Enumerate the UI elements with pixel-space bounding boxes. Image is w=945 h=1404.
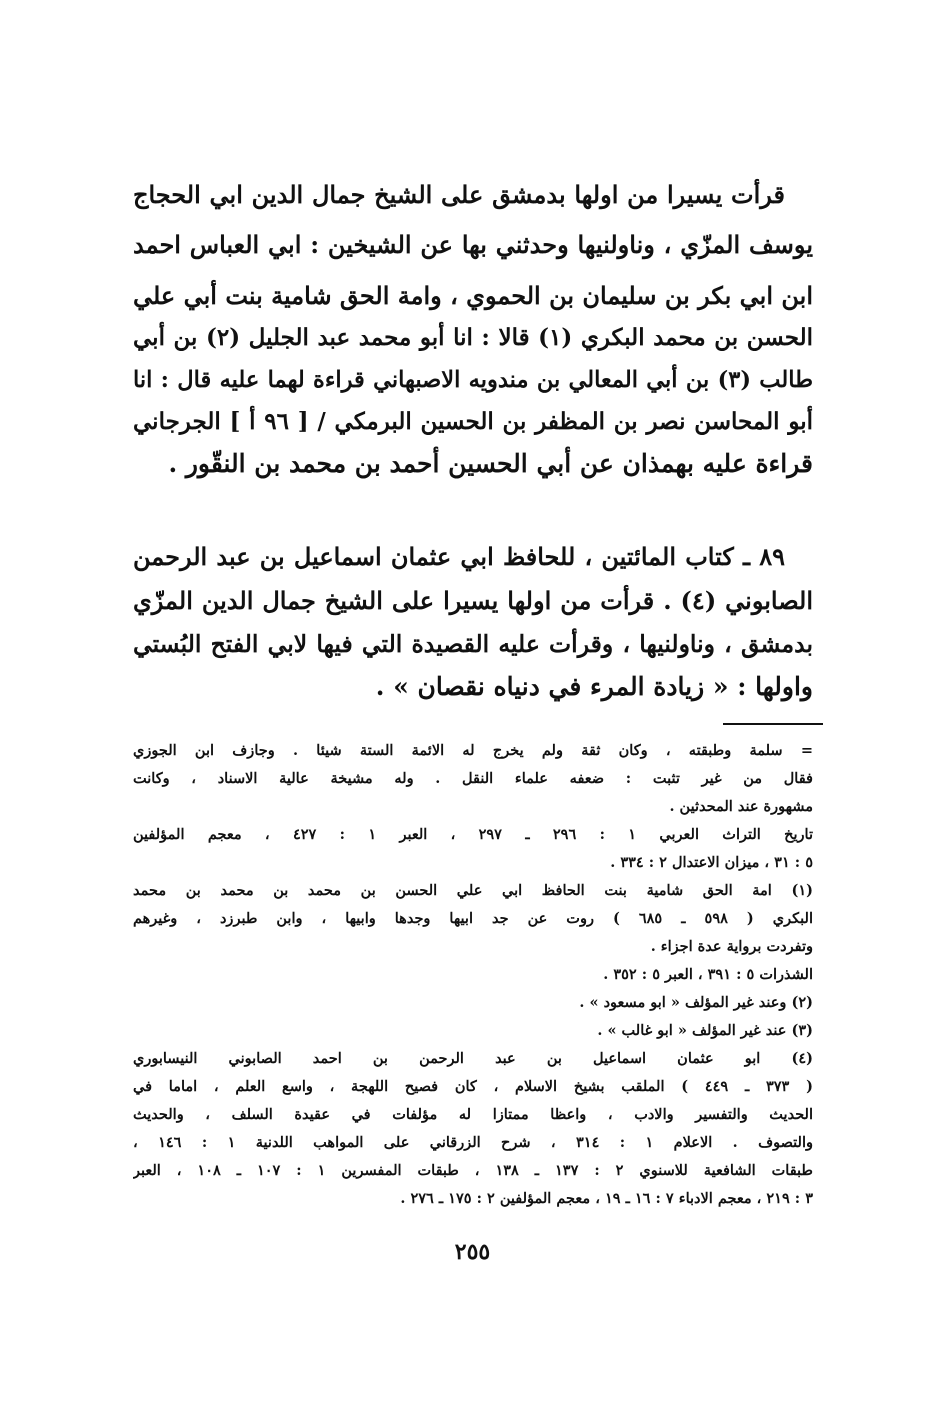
main-text-line: ابن ابي بكر بن سليمان بن الحموي ، وامة الحق شامية بنت أبي علي xyxy=(133,281,813,310)
footnote-line: وتفردت برواية عدة اجزاء . xyxy=(650,938,813,955)
page-number: ٢٥٥ xyxy=(454,1239,491,1265)
main-text-line: الصابوني (٤) . قرأت من اولها يسيرا على الشيخ جمال الدين المزّي xyxy=(133,586,813,615)
footnote-line: (٢) وعند غير المؤلف « ابو مسعود » . xyxy=(579,994,813,1011)
main-text-line: الحسن بن محمد البكري (١) قالا : انا أبو محمد عبد الجليل (٢) بن أبي xyxy=(133,324,813,351)
footnote-line: البكري ( ٥٩٨ ـ ٦٨٥ ) روت عن جد ابيها وجدها وابيها ، وابن طبرزد ، وغيرهم xyxy=(133,910,813,927)
footnote-line: (٤) ابو عثمان اسماعيل بن عبد الرحمن بن احمد الصابوني النيسابوري xyxy=(133,1050,813,1067)
footnote-line: ( ٣٧٣ ـ ٤٤٩ ) الملقب بشيخ الاسلام ، كان فصيح اللهجة ، واسع العلم ، اماما في xyxy=(133,1078,813,1095)
main-text-line: بدمشق ، وناولنيها ، وقرأت عليه القصيدة التي فيها لابي الفتح البُستي xyxy=(133,630,813,658)
footnote-line: ٣ : ٢١٩ ، معجم الادباء ٧ : ١٦ ـ ١٩ ، معجم المؤلفين ٢ : ١٧٥ ـ ٢٧٦ . xyxy=(400,1190,813,1207)
footnote-line: تاريخ التراث العربي ١ : ٢٩٦ ـ ٢٩٧ ، العبر ١ : ٤٢٧ ، معجم المؤلفين xyxy=(133,826,813,843)
footnote-line: الشذرات ٥ : ٣٩١ ، العبر ٥ : ٣٥٢ . xyxy=(603,966,813,983)
footnote-line: (٣) عند غير المؤلف « ابو غالب » . xyxy=(597,1022,813,1039)
footnote-line: فقال من غير تثبت : ضعفه علماء النقل . وله مشيخة عالية الاسناد ، وكانت xyxy=(133,770,813,787)
footnote-line: والتصوف . الاعلام ١ : ٣١٤ ، شرح الزرقاني على المواهب اللدنية ١ : ١٤٦ ، xyxy=(133,1134,813,1151)
main-text-line: يوسف المزّي ، وناولنيها وحدثني بها عن الشيخين : ابي العباس احمد xyxy=(133,230,813,259)
main-text-line: قرأت يسيرا من اولها بدمشق على الشيخ جمال الدين ابي الحجاج xyxy=(133,180,785,209)
main-text-line: طالب (٣) بن أبي المعالي بن مندويه الاصبهاني قراءة لهما عليه قال : انا xyxy=(133,367,813,393)
main-text-line: قراءة عليه بهمذان عن أبي الحسين أحمد بن محمد بن النقّور . xyxy=(168,449,813,478)
footnote-line: = سلمة وطبقته ، وكان ثقة ولم يخرج له الائمة الستة شيئا . وجازف ابن الجوزي xyxy=(133,742,813,759)
footnote-line: (١) امة الحق شامية بنت الحافظ ابي علي الحسن بن محمد بن محمد بن محمد xyxy=(133,882,813,899)
footnote-line: ٥ : ٣١ ، ميزان الاعتدال ٢ : ٣٣٤ . xyxy=(610,854,813,871)
main-text-line: واولها : « زيادة المرء في دنياه نقصان » . xyxy=(375,672,813,701)
main-text-line: أبو المحاسن نصر بن المظفر بن الحسين البرمكي / [ ٩٦ أ ] الجرجاني xyxy=(133,408,813,435)
footnote-line: طبقات الشافعية للاسنوي ٢ : ١٣٧ ـ ١٣٨ ، طبقات المفسرين ١ : ١٠٧ ـ ١٠٨ ، العبر xyxy=(133,1162,813,1179)
footnote-line: الحديث والتفسير والادب ، واعظا ممتازا له مؤلفات في عقيدة السلف ، والحديث xyxy=(133,1106,813,1123)
footnote-separator xyxy=(723,723,823,725)
main-text-line: ٨٩ ـ كتاب المائتين ، للحافظ ابي عثمان اسماعيل بن عبد الرحمن xyxy=(133,542,785,571)
footnote-line: مشهورة عند المحدثين . xyxy=(669,798,813,815)
